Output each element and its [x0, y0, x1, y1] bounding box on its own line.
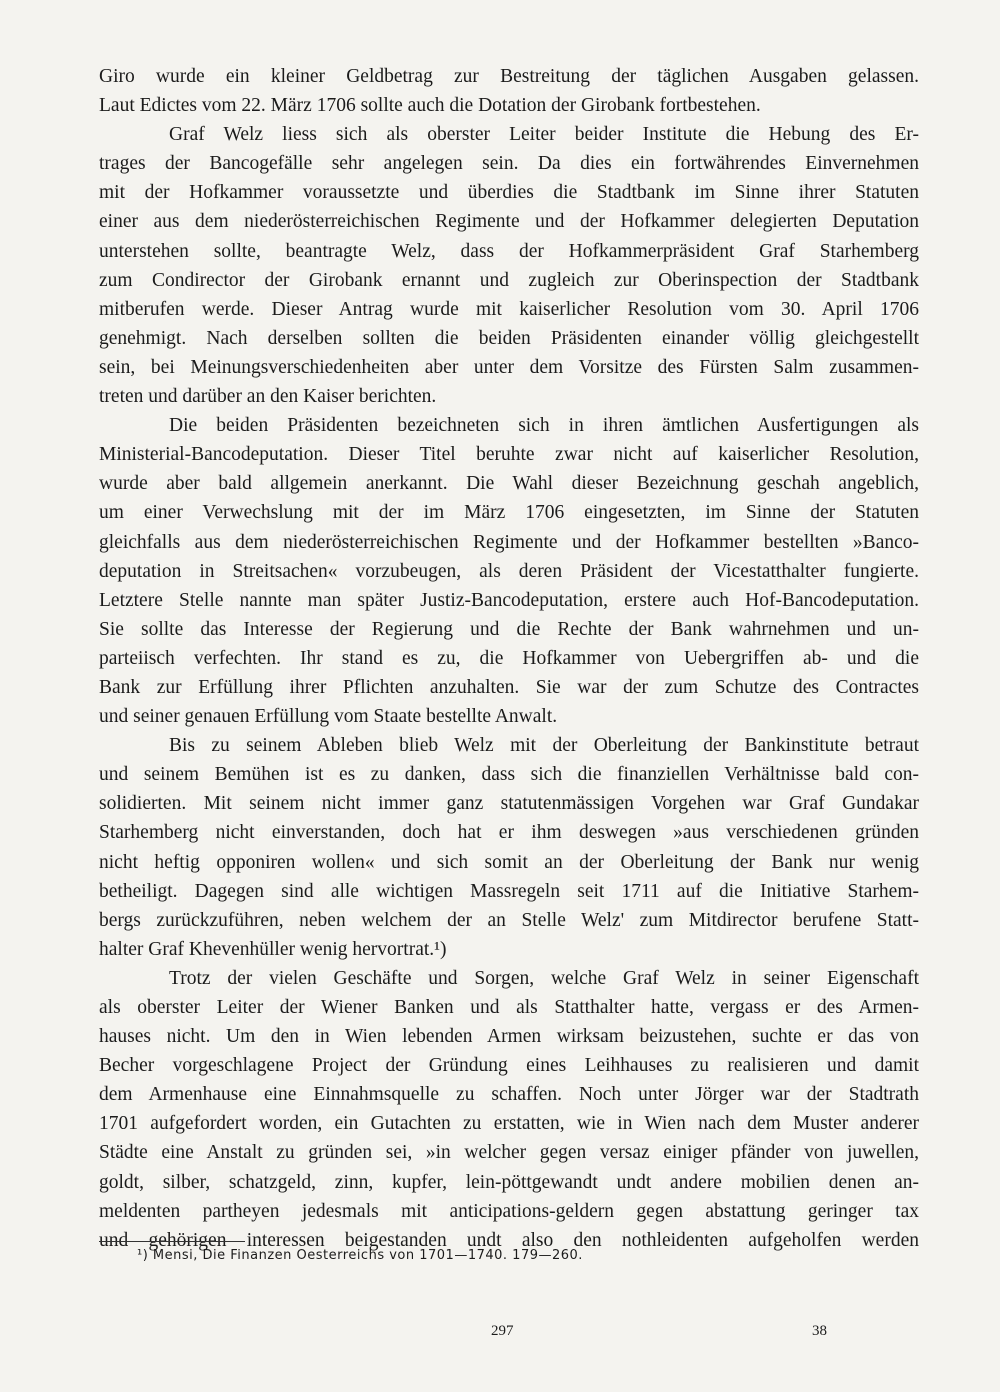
- text-line: hauses nicht. Um den in Wien lebenden Armen wirksam beizustehen, suchte er das von: [99, 1026, 919, 1048]
- text-line: Sie sollte das Interesse der Regierung und die Rechte der Bank wahrnehmen und un-: [99, 618, 919, 640]
- text-line: genehmigt. Nach derselben sollten die beiden Präsidenten einander völlig gleichgestellt: [99, 327, 919, 349]
- text-line: und seiner genauen Erfüllung vom Staate bestellte Anwalt.: [99, 706, 558, 728]
- text-line: 1701 aufgefordert worden, ein Gutachten zu erstatten, wie in Wien nach dem Muster anderer: [99, 1113, 919, 1135]
- footnote: ¹) Mensi, Die Finanzen Oesterreichs von 1701—1740. 179—260.: [137, 1248, 583, 1263]
- text-line: Laut Edictes vom 22. März 1706 sollte auch die Dotation der Girobank fortbestehen.: [99, 95, 761, 117]
- text-line: Trotz der vielen Geschäfte und Sorgen, welche Graf Welz in seiner Eigenschaft: [169, 967, 919, 989]
- text-line: sein, bei Meinungsverschiedenheiten aber unter dem Vorsitze des Fürsten Salm zusammen-: [99, 356, 919, 378]
- text-line: Letztere Stelle nannte man später Justiz-Bancodeputation, erstere auch Hof-Bancodeputation.: [99, 589, 919, 611]
- text-line: Ministerial-Bancodeputation. Dieser Titel beruhte zwar nicht auf kaiserlicher Resolution,: [99, 444, 919, 466]
- signature-mark: 38: [812, 1323, 827, 1339]
- text-line: wurde aber bald allgemein anerkannt. Die Wahl dieser Bezeichnung geschah angeblich,: [99, 473, 919, 495]
- main-text-block: [99, 62, 919, 1255]
- text-line: goldt, silber, schatzgeld, zinn, kupfer, lein-pöttgewandt undt andere mobilien denen an-: [99, 1171, 919, 1193]
- text-line: als oberster Leiter der Wiener Banken und als Statthalter hatte, vergass er des Armen-: [99, 997, 919, 1018]
- text-line: Bank zur Erfüllung ihrer Pflichten anzuhalten. Sie war der zum Schutze des Contractes: [99, 676, 919, 698]
- text-line: betheiligt. Dagegen sind alle wichtigen Massregeln seit 1711 auf die Initiative Starhem-: [99, 880, 919, 902]
- text-line: meldenten partheyen jedesmals mit anticipations-geldern gegen abstattung geringer tax: [99, 1200, 919, 1222]
- text-line: und gehörigen interessen beigestanden undt also den nothleidenten aufgeholfen werden: [99, 1229, 919, 1251]
- footnote-separator: [99, 1241, 245, 1242]
- text-line: bergs zurückzuführen, neben welchem der an Stelle Welz' zum Mitdirector berufene Statt-: [99, 909, 919, 931]
- text-line: halter Graf Khevenhüller wenig hervortrat.¹): [99, 938, 447, 960]
- text-line: Starhemberg nicht einverstanden, doch hat er ihm deswegen »aus verschiedenen gründen: [99, 822, 919, 844]
- text-line: parteiisch verfechten. Ihr stand es zu, die Hofkammer von Uebergriffen ab- und die: [99, 647, 919, 669]
- text-line: Städte eine Anstalt zu gründen sei, »in welcher gegen versaz einiger pfänder von juwellen,: [99, 1142, 919, 1164]
- page-number: 297: [491, 1323, 514, 1339]
- text-line: Becher vorgeschlagene Project der Gründung eines Leihhauses zu realisieren und damit: [99, 1055, 919, 1077]
- text-line: und seinem Bemühen ist es zu danken, dass sich die finanziellen Verhältnisse bald con-: [99, 764, 919, 786]
- text-line: unterstehen sollte, beantragte Welz, dass der Hofkammerpräsident Graf Starhemberg: [99, 240, 919, 262]
- text-line: einer aus dem niederösterreichischen Regimente und der Hofkammer delegierten Deputation: [99, 211, 919, 233]
- text-line: solidierten. Mit seinem nicht immer ganz statutenmässigen Vorgehen war Graf Gundakar: [99, 793, 919, 815]
- text-line: Graf Welz liess sich als oberster Leiter beider Institute die Hebung des Er-: [169, 124, 919, 146]
- text-line: mitberufen werde. Dieser Antrag wurde mit kaiserlicher Resolution vom 30. April 1706: [99, 298, 919, 320]
- text-line: Bis zu seinem Ableben blieb Welz mit der Oberleitung der Bankinstitute betraut: [169, 735, 919, 757]
- text-line: trages der Bancogefälle sehr angelegen sein. Da dies ein fortwährendes Einvernehmen: [99, 153, 919, 175]
- text-line: nicht heftig opponiren wollen« und sich somit an der Oberleitung der Bank nur wenig: [99, 851, 919, 873]
- text-line: treten und darüber an den Kaiser berichten.: [99, 386, 437, 408]
- text-line: dem Armenhause eine Einnahmsquelle zu schaffen. Noch unter Jörger war der Stadtrath: [99, 1084, 919, 1106]
- text-line: Giro wurde ein kleiner Geldbetrag zur Bestreitung der täglichen Ausgaben gelassen.: [99, 66, 919, 87]
- text-line: Die beiden Präsidenten bezeichneten sich in ihren ämtlichen Ausfertigungen als: [169, 415, 919, 437]
- text-line: deputation in Streitsachen« vorzubeugen, als deren Präsident der Vicestatthalter fungierte.: [99, 560, 919, 582]
- text-line: gleichfalls aus dem niederösterreichischen Regimente und der Hofkammer bestellten »Banco-: [99, 531, 919, 553]
- text-line: mit der Hofkammer voraussetzte und überdies die Stadtbank im Sinne ihrer Statuten: [99, 182, 919, 204]
- text-line: zum Condirector der Girobank ernannt und zugleich zur Oberinspection der Stadtbank: [99, 269, 919, 291]
- text-line: um einer Verwechslung mit der im März 1706 eingesetzten, im Sinne der Statuten: [99, 502, 919, 524]
